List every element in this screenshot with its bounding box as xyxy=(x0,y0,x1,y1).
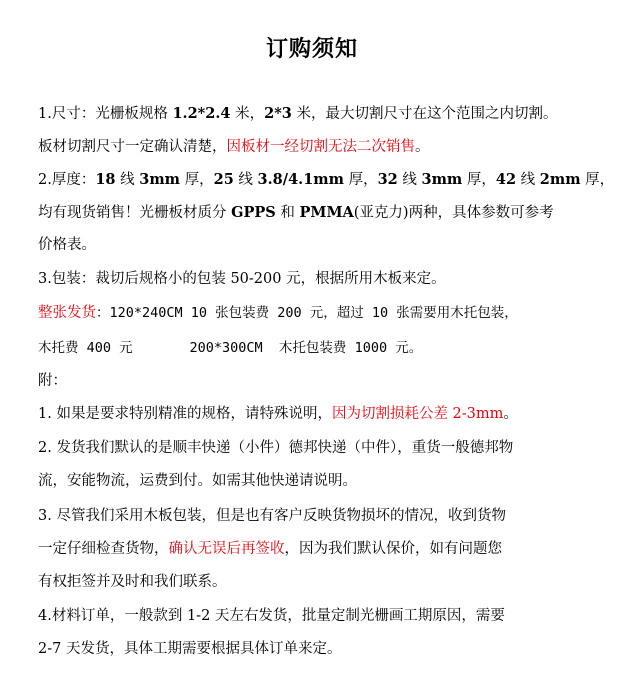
note4-line1: 4.材料订单，一般款到 1-2 天左右发货，批量定制光栅画工期原因，需要 xyxy=(38,608,505,624)
page-title: 订购须知 xyxy=(265,37,358,62)
item2-line2: 均有现货销售！光栅板材质分 GPPS 和 PMMA(亚克力)两种，具体参数可参考 xyxy=(38,204,554,221)
red-warning-text: 因板材一经切割无法二次销售 xyxy=(226,139,415,155)
note3-line3: 有权拒签并及时和我们联系。 xyxy=(38,574,227,590)
red-label-text: 整张发货 xyxy=(38,305,96,321)
red-tolerance-text: 因为切割损耗公差 2-3mm xyxy=(331,406,504,422)
note3-line1: 3. 尽管我们采用木板包装，但是也有客户反映货物损坏的情况，收到货物 xyxy=(38,508,506,524)
item2-line1: 2.厚度：18 线 3mm 厚，25 线 3.8/4.1mm 厚，32 线 3mm 厚，42 线 2mm 厚， xyxy=(38,171,615,188)
note2-line1: 2. 发货我们默认的是顺丰快递（小件）德邦快递（中件），重货一般德邦物 xyxy=(38,440,514,456)
item1-line2: 板材切割尺寸一定确认清楚，因板材一经切割无法二次销售。 xyxy=(38,139,430,155)
red-signoff-text: 确认无误后再签收 xyxy=(168,541,285,557)
note4-line2: 2-7 天发货，具体工期需要根据具体订单来定。 xyxy=(38,641,342,657)
item3-line2: 整张发货：120*240CM 10 张包装费 200 元，超过 10 张需要用木托包装， xyxy=(38,305,518,321)
item1-line1: 1.尺寸：光栅板规格 1.2*2.4 米，2*3 米，最大切割尺寸在这个范围之内切割。 xyxy=(38,105,558,122)
note3-line2: 一定仔细检查货物，确认无误后再签收，因为我们默认保价，如有问题您 xyxy=(38,541,502,557)
item2-line3: 价格表。 xyxy=(38,237,96,253)
appendix-label: 附： xyxy=(38,373,67,389)
note2-line2: 流，安能物流，运费到付。如需其他快递请说明。 xyxy=(38,473,357,489)
item3-line1: 3.包装：裁切后规格小的包装 50-200 元，根据所用木板来定。 xyxy=(38,271,446,287)
note1-line1: 1. 如果是要求特别精准的规格，请特殊说明，因为切割损耗公差 2-3mm。 xyxy=(38,406,518,422)
item3-line3: 木托费 400 元 200*300CM 木托包装费 1000 元。 xyxy=(38,340,423,356)
